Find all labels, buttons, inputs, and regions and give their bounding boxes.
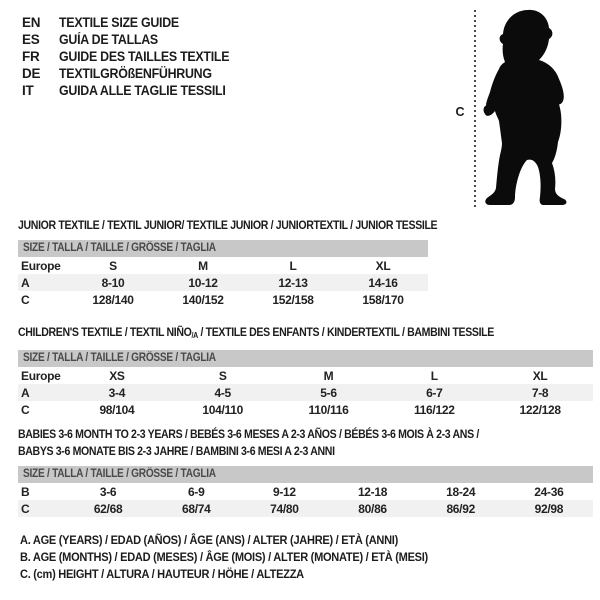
footnote-list [20,532,463,583]
table-cell: 8-10 [101,275,125,290]
table-cell: 9-12 [272,484,296,499]
table-cell: L [289,258,297,273]
language-heading-list [22,14,244,99]
row-label: B [21,484,30,499]
size-header-label: SIZE / TALLA / TAILLE / GRÖSSE / TAGLIA [23,468,216,480]
junior-table [18,217,438,308]
table-row [18,384,593,401]
title-text: CHILDREN'S TEXTILE / TEXTIL NIÑO [18,325,192,339]
table-cell: 5-6 [320,385,337,400]
height-measure-line [474,10,476,207]
table-cell: 86/92 [446,501,475,516]
table-cell: 14-16 [368,275,398,290]
footnote-b: B. AGE (MONTHS) / EDAD (MESES) / ÂGE (MOIS) / ALTER (MONATE) / ETÀ (MESI) [20,550,428,564]
lang-code: EN [22,15,41,30]
table-cell: S [218,368,227,383]
table-cell: 152/158 [272,292,314,307]
table-cell: 3-4 [108,385,126,400]
lang-title: GUÍA DE TALLAS [59,32,158,47]
table-row [18,291,428,308]
lang-title: GUIDE DES TAILLES TEXTILE [59,49,230,64]
row-label: C [21,402,30,417]
table-cell: S [109,258,117,273]
row-label: C [21,292,30,307]
height-label: C [455,105,465,119]
size-header-bar [18,350,593,367]
table-cell: 140/152 [182,292,224,307]
row-label: Europe [21,368,61,383]
children-size-table [18,367,593,418]
table-cell: 6-7 [426,385,443,400]
table-row [18,500,593,517]
table-cell: 92/98 [534,501,564,516]
table-cell: 98/104 [99,402,135,417]
lang-row-de [22,65,244,82]
babies-table-title-line2: BABYS 3-6 MONATE BIS 2-3 JAHRE / BAMBINI 3-6 MESI A 2-3 ANNI [18,444,335,458]
table-cell: XL [532,368,548,383]
lang-code: ES [22,32,40,47]
table-cell: 80/86 [358,501,387,516]
table-cell: 7-8 [531,385,549,400]
table-cell: 110/116 [308,402,349,417]
table-cell: M [198,258,208,273]
table-cell: 68/74 [181,501,211,516]
row-label: A [21,275,30,290]
size-header-bar [18,466,593,483]
table-cell: 122/128 [519,402,561,417]
babies-size-table [18,483,593,517]
lang-title: TEXTILGRÖßENFÜHRUNG [59,66,212,81]
table-cell: M [323,368,334,383]
table-cell: L [430,368,438,383]
title-subscript: /A [191,331,198,340]
lang-row-fr [22,48,244,65]
title-text: / TEXTILE DES ENFANTS / KINDERTEXTIL / BAMBINI TESSILE [197,325,494,339]
table-cell: 104/110 [202,402,243,417]
table-row [18,367,593,384]
baby-silhouette-icon [479,8,600,208]
lang-code: IT [22,83,34,98]
table-cell: 116/122 [413,402,455,417]
table-cell: 24-36 [534,484,564,499]
junior-size-table [18,257,428,308]
lang-title: GUIDA ALLE TAGLIE TESSILI [59,83,226,98]
size-header-bar [18,240,428,257]
size-header-label: SIZE / TALLA / TAILLE / GRÖSSE / TAGLIA [23,242,216,254]
table-cell: 10-12 [188,275,218,290]
table-cell: 18-24 [446,484,476,499]
table-cell: 12-13 [278,275,308,290]
children-table-title [18,324,524,344]
footnote-c: C. (cm) HEIGHT / ALTURA / HAUTEUR / HÖHE / ALTEZZA [20,567,304,581]
lang-row-it [22,82,244,99]
footnote-a: A. AGE (YEARS) / EDAD (AÑOS) / ÂGE (ANS) / ALTER (JAHRE) / ETÀ (ANNI) [20,533,398,547]
lang-row-en [22,14,244,31]
junior-table-title: JUNIOR TEXTILE / TEXTIL JUNIOR/ TEXTILE JUNIOR / JUNIORTEXTIL / JUNIOR TESSILE [18,218,438,232]
table-cell: XL [375,258,391,273]
table-row [18,274,428,291]
lang-code: FR [22,49,40,64]
lang-title: TEXTILE SIZE GUIDE [59,15,179,30]
table-row [18,483,593,500]
row-label: Europe [21,258,61,273]
table-row [18,257,428,274]
table-cell: 12-18 [357,484,388,499]
table-cell: 4-5 [214,385,231,400]
lang-row-es [22,31,244,48]
table-row [18,401,593,418]
row-label: A [21,385,30,400]
row-label: C [21,501,30,516]
table-cell: 128/140 [92,292,134,307]
table-cell: 62/68 [93,501,123,516]
table-cell: 3-6 [99,484,117,499]
lang-code: DE [22,66,41,81]
table-cell: 158/170 [362,292,404,307]
table-cell: XS [109,368,125,383]
babies-table [18,426,593,517]
babies-table-title-line1: BABIES 3-6 MONTH TO 2-3 YEARS / BEBÉS 3-6 MESES A 2-3 AÑOS / BÉBÉS 3-6 MOIS À 2-3 ANS / [18,427,479,441]
table-cell: 74/80 [270,501,299,516]
table-cell: 6-9 [188,484,205,499]
children-table [18,324,593,418]
size-header-label: SIZE / TALLA / TAILLE / GRÖSSE / TAGLIA [23,352,216,364]
